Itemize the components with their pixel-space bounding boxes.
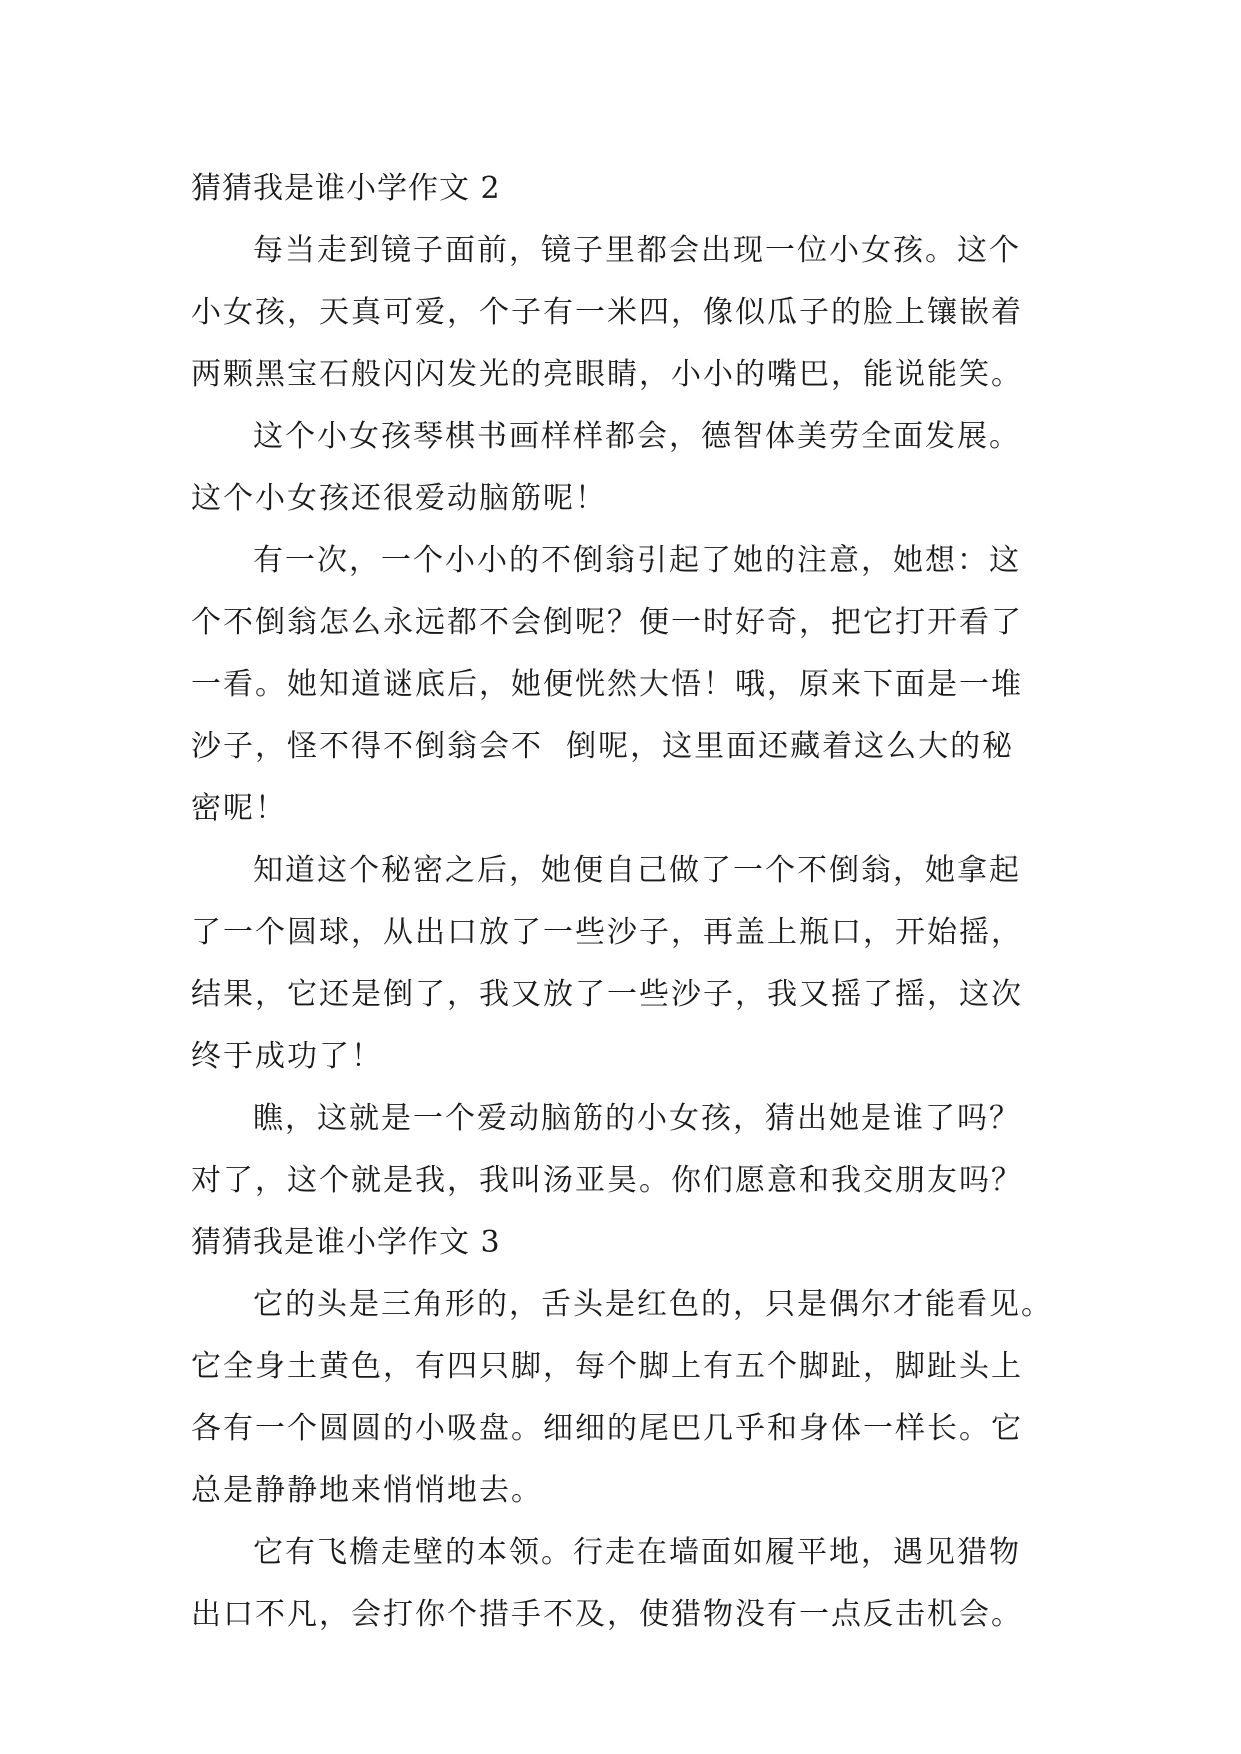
- text-line: 终于成功了！: [191, 1039, 383, 1074]
- text-line: 一看。她知道谜底后，她便恍然大悟！哦，原来下面是一堆: [191, 667, 1023, 702]
- text-line: 这个小女孩还很爱动脑筋呢！: [191, 481, 607, 516]
- text-line: 密呢！: [191, 791, 287, 826]
- text-line: 两颗黑宝石般闪闪发光的亮眼睛，小小的嘴巴，能说能笑。: [191, 357, 1023, 392]
- text-line: 知道这个秘密之后，她便自己做了一个不倒翁，她拿起: [253, 853, 1021, 888]
- text-line: 了一个圆球，从出口放了一些沙子，再盖上瓶口，开始摇，: [191, 915, 1023, 950]
- essay-title-3: 猜猜我是谁小学作文 3: [191, 1225, 501, 1260]
- text-line: 它的头是三角形的，舌头是红色的，只是偶尔才能看见。: [253, 1287, 1053, 1322]
- essay-title-2: 猜猜我是谁小学作文 2: [191, 171, 501, 206]
- text-line: 出口不凡，会打你个措手不及，使猎物没有一点反击机会。: [191, 1597, 1023, 1632]
- text-line: 各有一个圆圆的小吸盘。细细的尾巴几乎和身体一样长。它: [191, 1411, 1023, 1446]
- text-line: 小女孩，天真可爱，个子有一米四，像似瓜子的脸上镶嵌着: [191, 295, 1023, 330]
- text-line: 瞧，这就是一个爱动脑筋的小女孩，猜出她是谁了吗？: [253, 1101, 1021, 1136]
- text-line: 它全身土黄色，有四只脚，每个脚上有五个脚趾，脚趾头上: [191, 1349, 1023, 1384]
- document-body: [191, 158, 1071, 1646]
- text-line: 总是静静地来悄悄地去。: [191, 1473, 543, 1508]
- text-line: 它有飞檐走壁的本领。行走在墙面如履平地，遇见猎物: [253, 1535, 1021, 1570]
- text-line: 沙子，怪不得不倒翁会不 倒呢，这里面还藏着这么大的秘: [191, 729, 1015, 764]
- text-line: 这个小女孩琴棋书画样样都会，德智体美劳全面发展。: [253, 419, 1021, 454]
- text-line: 有一次，一个小小的不倒翁引起了她的注意，她想：这: [253, 543, 1021, 578]
- text-line: 个不倒翁怎么永远都不会倒呢？便一时好奇，把它打开看了: [191, 605, 1023, 640]
- text-line: 结果，它还是倒了，我又放了一些沙子，我又摇了摇，这次: [191, 977, 1023, 1012]
- text-line: 每当走到镜子面前，镜子里都会出现一位小女孩。这个: [253, 233, 1021, 268]
- text-line: 对了，这个就是我，我叫汤亚昊。你们愿意和我交朋友吗？: [191, 1163, 1023, 1198]
